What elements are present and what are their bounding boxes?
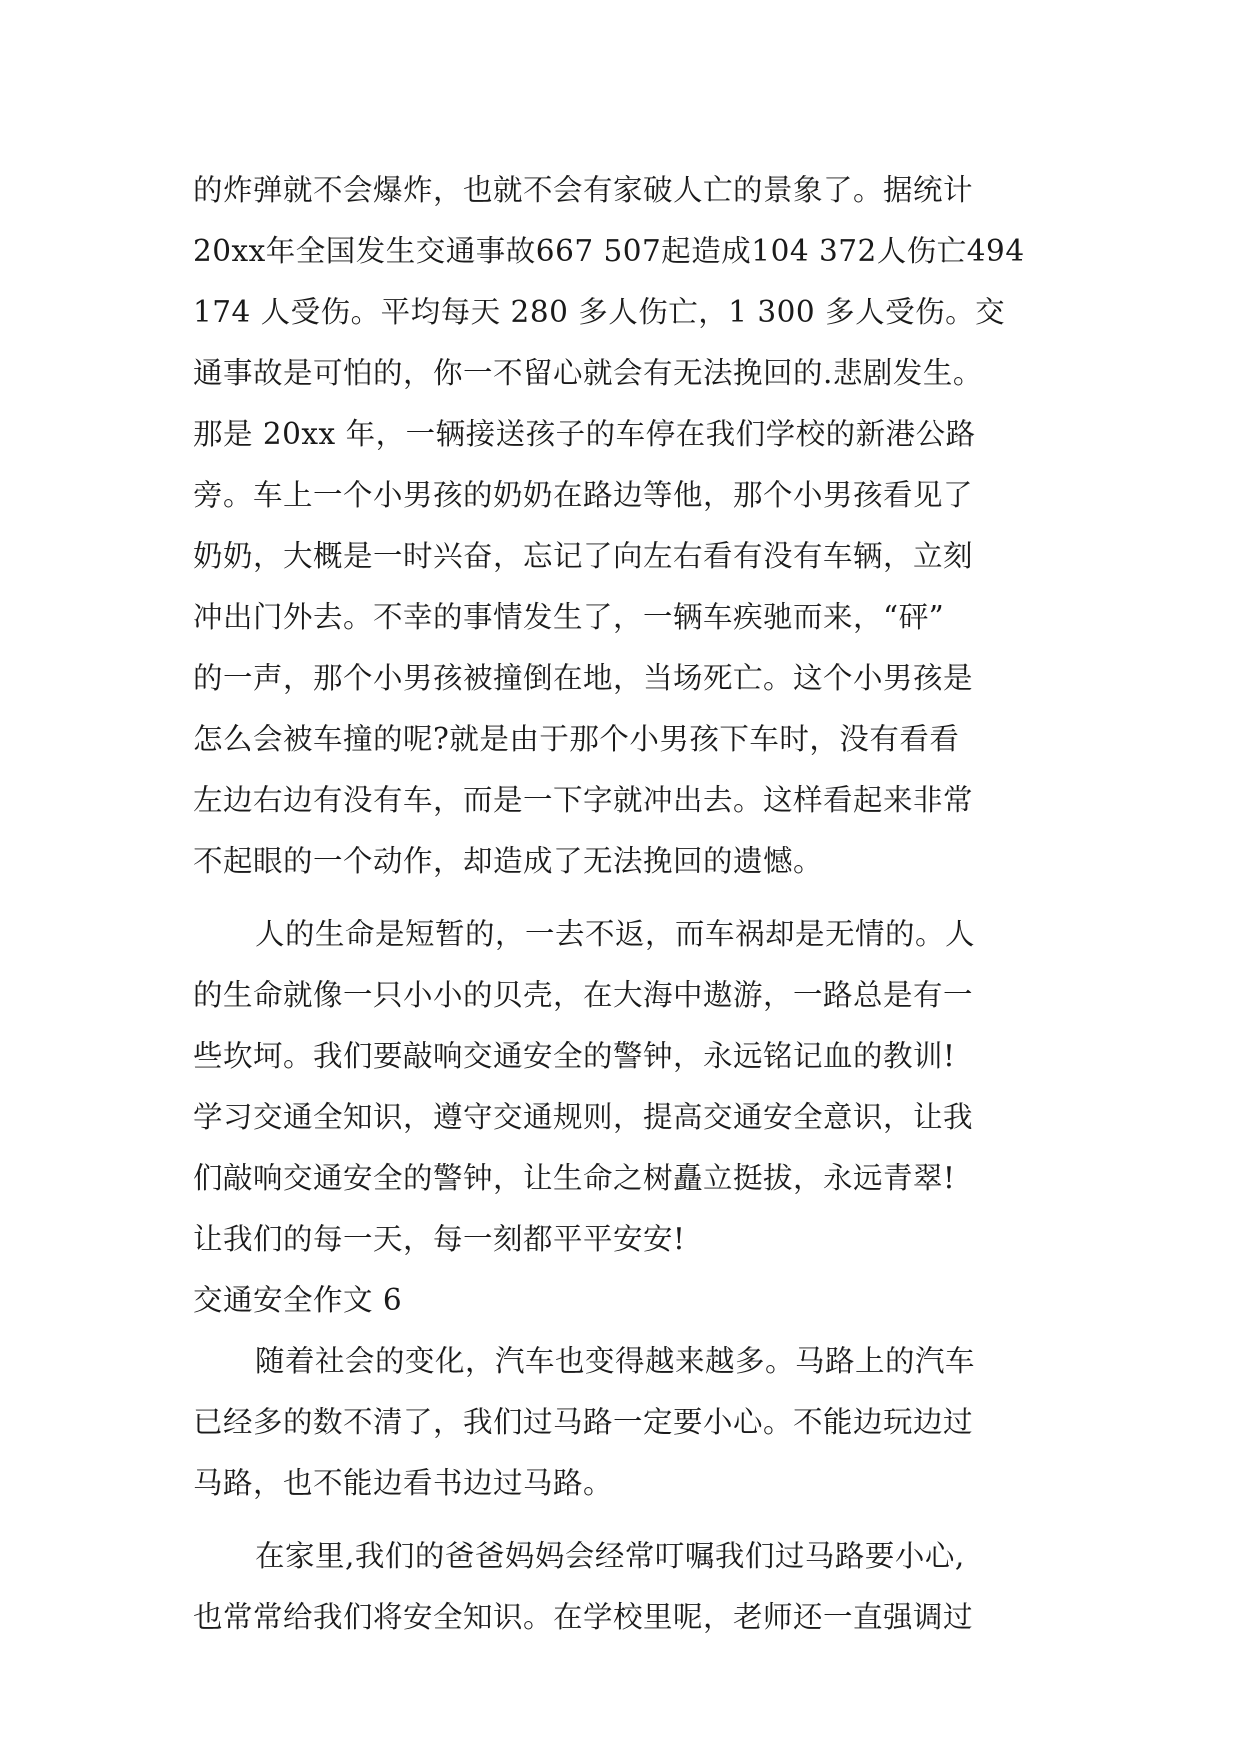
text-line: 奶奶，大概是一时兴奋，忘记了向左右看有没有车辆，立刻 — [193, 539, 974, 573]
text-line: 冲出门外去。不幸的事情发生了，一辆车疾驰而来，“砰” — [193, 600, 945, 634]
text-line: 随着社会的变化，汽车也变得越来越多。马路上的汽车 — [255, 1344, 976, 1378]
text-line: 在家里,我们的爸爸妈妈会经常叮嘱我们过马路要小心, — [255, 1539, 965, 1573]
text-line: 些坎坷。我们要敲响交通安全的警钟，永远铭记血的教训! — [193, 1039, 956, 1073]
text-line: 的炸弹就不会爆炸，也就不会有家破人亡的景象了。据统计 — [193, 173, 974, 207]
section-heading: 交通安全作文 6 — [193, 1283, 403, 1317]
text-line: 通事故是可怕的，你一不留心就会有无法挽回的.悲剧发生。 — [193, 356, 983, 390]
text-line: 学习交通全知识，遵守交通规则，提高交通安全意识，让我 — [193, 1100, 974, 1134]
text-line: 已经多的数不清了，我们过马路一定要小心。不能边玩边过 — [193, 1405, 974, 1439]
text-line: 左边右边有没有车，而是一下字就冲出去。这样看起来非常 — [193, 783, 974, 817]
text-line: 旁。车上一个小男孩的奶奶在路边等他，那个小男孩看见了 — [193, 478, 974, 512]
text-line: 马路，也不能边看书边过马路。 — [193, 1466, 614, 1500]
text-line: 也常常给我们将安全知识。在学校里呢，老师还一直强调过 — [193, 1600, 974, 1634]
text-line: 174 人受伤。平均每天 280 多人伤亡，1 300 多人受伤。交 — [193, 295, 1006, 329]
text-line: 让我们的每一天，每一刻都平平安安! — [193, 1222, 686, 1256]
text-line: 不起眼的一个动作，却造成了无法挽回的遗憾。 — [193, 844, 824, 878]
text-line: 们敲响交通安全的警钟，让生命之树矗立挺拔，永远青翠! — [193, 1161, 956, 1195]
text-line: 那是 20xx 年，一辆接送孩子的车停在我们学校的新港公路 — [193, 417, 976, 451]
document-body — [193, 160, 1073, 1648]
text-line: 的生命就像一只小小的贝壳，在大海中遨游，一路总是有一 — [193, 978, 974, 1012]
text-line: 的一声，那个小男孩被撞倒在地，当场死亡。这个小男孩是 — [193, 661, 974, 695]
text-line: 20xx年全国发生交通事故667 507起造成104 372人伤亡494 — [193, 234, 1025, 268]
text-line: 人的生命是短暂的，一去不返，而车祸却是无情的。人 — [255, 917, 976, 951]
text-line: 怎么会被车撞的呢?就是由于那个小男孩下车时，没有看看 — [193, 722, 960, 756]
